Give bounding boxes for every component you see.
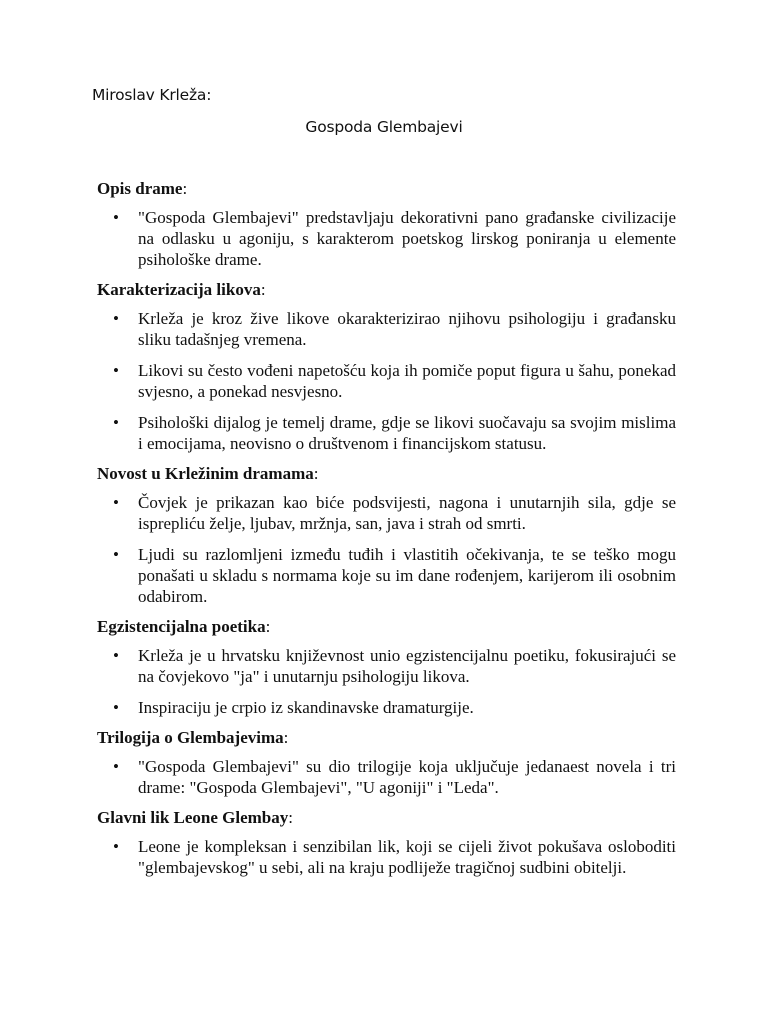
bullet-list (97, 836, 676, 878)
document-title: Gospoda Glembajevi (305, 118, 463, 136)
list-item (97, 836, 676, 878)
list-item-text: Likovi su često vođeni napetošću koja ih pomiče poput figura u šahu, ponekad svjesno, a ponekad nesvjesno. (138, 361, 676, 401)
list-item-text: Krleža je kroz žive likove okarakterizirao njihovu psihologiju i građansku sliku tadašnjeg vremena. (138, 309, 676, 349)
section-heading-text: Glavni lik Leone Glembay (97, 808, 289, 827)
section-heading: Opis drame: (97, 179, 188, 198)
list-item (97, 544, 676, 607)
section-heading: Glavni lik Leone Glembay: (97, 808, 294, 827)
section-heading: Trilogija o Glembajevima: (97, 728, 289, 747)
list-item (97, 360, 676, 402)
section-heading: Karakterizacija likova: (97, 280, 266, 299)
section-heading-text: Trilogija o Glembajevima (97, 728, 284, 747)
section (97, 616, 676, 718)
bullet-icon: • (113, 837, 119, 856)
list-item (97, 492, 676, 534)
section (97, 279, 676, 454)
list-item-text: Leone je kompleksan i senzibilan lik, koji se cijeli život pokušava osloboditi "glembajevskog" u sebi, ali na kraju podliježe tragičnoj sudbini obitelji. (138, 837, 676, 877)
document-body (97, 178, 676, 887)
list-item-text: "Gospoda Glembajevi" predstavljaju dekorativni pano građanske civilizacije na odlasku u agoniju, s karakterom poetskog lirskog poniranja u elemente psihološke drame. (138, 208, 676, 269)
list-item-text: "Gospoda Glembajevi" su dio trilogije koja uključuje jedanaest novela i tri drame: "Gospoda Glembajevi", "U agoniji" i "Leda". (138, 757, 676, 797)
bullet-icon: • (113, 361, 119, 380)
section (97, 727, 676, 798)
section-heading-text: Karakterizacija likova (97, 280, 261, 299)
list-item (97, 308, 676, 350)
section-heading-text: Opis drame (97, 179, 183, 198)
list-item (97, 412, 676, 454)
section (97, 807, 676, 878)
section-heading-text: Novost u Krležinim dramama (97, 464, 314, 483)
list-item (97, 756, 676, 798)
bullet-list (97, 308, 676, 454)
bullet-list (97, 645, 676, 718)
bullet-list (97, 207, 676, 270)
section (97, 463, 676, 607)
list-item-text: Inspiraciju je crpio iz skandinavske dramaturgije. (138, 698, 474, 717)
bullet-icon: • (113, 413, 119, 432)
bullet-icon: • (113, 493, 119, 512)
list-item (97, 645, 676, 687)
list-item-text: Ljudi su razlomljeni između tuđih i vlastitih očekivanja, te se teško mogu ponašati u skladu s normama koje su im dane rođenjem, karijerom ili osobnim odabirom. (138, 545, 676, 606)
bullet-icon: • (113, 698, 119, 717)
section (97, 178, 676, 270)
author-line: Miroslav Krleža: (92, 86, 212, 104)
bullet-icon: • (113, 646, 119, 665)
bullet-icon: • (113, 208, 119, 227)
bullet-list (97, 756, 676, 798)
bullet-list (97, 492, 676, 607)
section-heading: Egzistencijalna poetika: (97, 617, 271, 636)
list-item (97, 207, 676, 270)
list-item-text: Krleža je u hrvatsku književnost unio egzistencijalnu poetiku, fokusirajući se na čovjekovo "ja" i unutarnju psihologiju likova. (138, 646, 676, 686)
section-heading-text: Egzistencijalna poetika (97, 617, 266, 636)
list-item-text: Psihološki dijalog je temelj drame, gdje se likovi suočavaju sa svojim mislima i emocijama, neovisno o društvenom i financijskom statusu. (138, 413, 676, 453)
list-item-text: Čovjek je prikazan kao biće podsvijesti, nagona i unutarnjih sila, gdje se isprepliću želje, ljubav, mržnja, san, java i strah od smrti. (138, 493, 676, 533)
bullet-icon: • (113, 309, 119, 328)
section-heading: Novost u Krležinim dramama: (97, 464, 319, 483)
bullet-icon: • (113, 757, 119, 776)
bullet-icon: • (113, 545, 119, 564)
list-item (97, 697, 676, 718)
